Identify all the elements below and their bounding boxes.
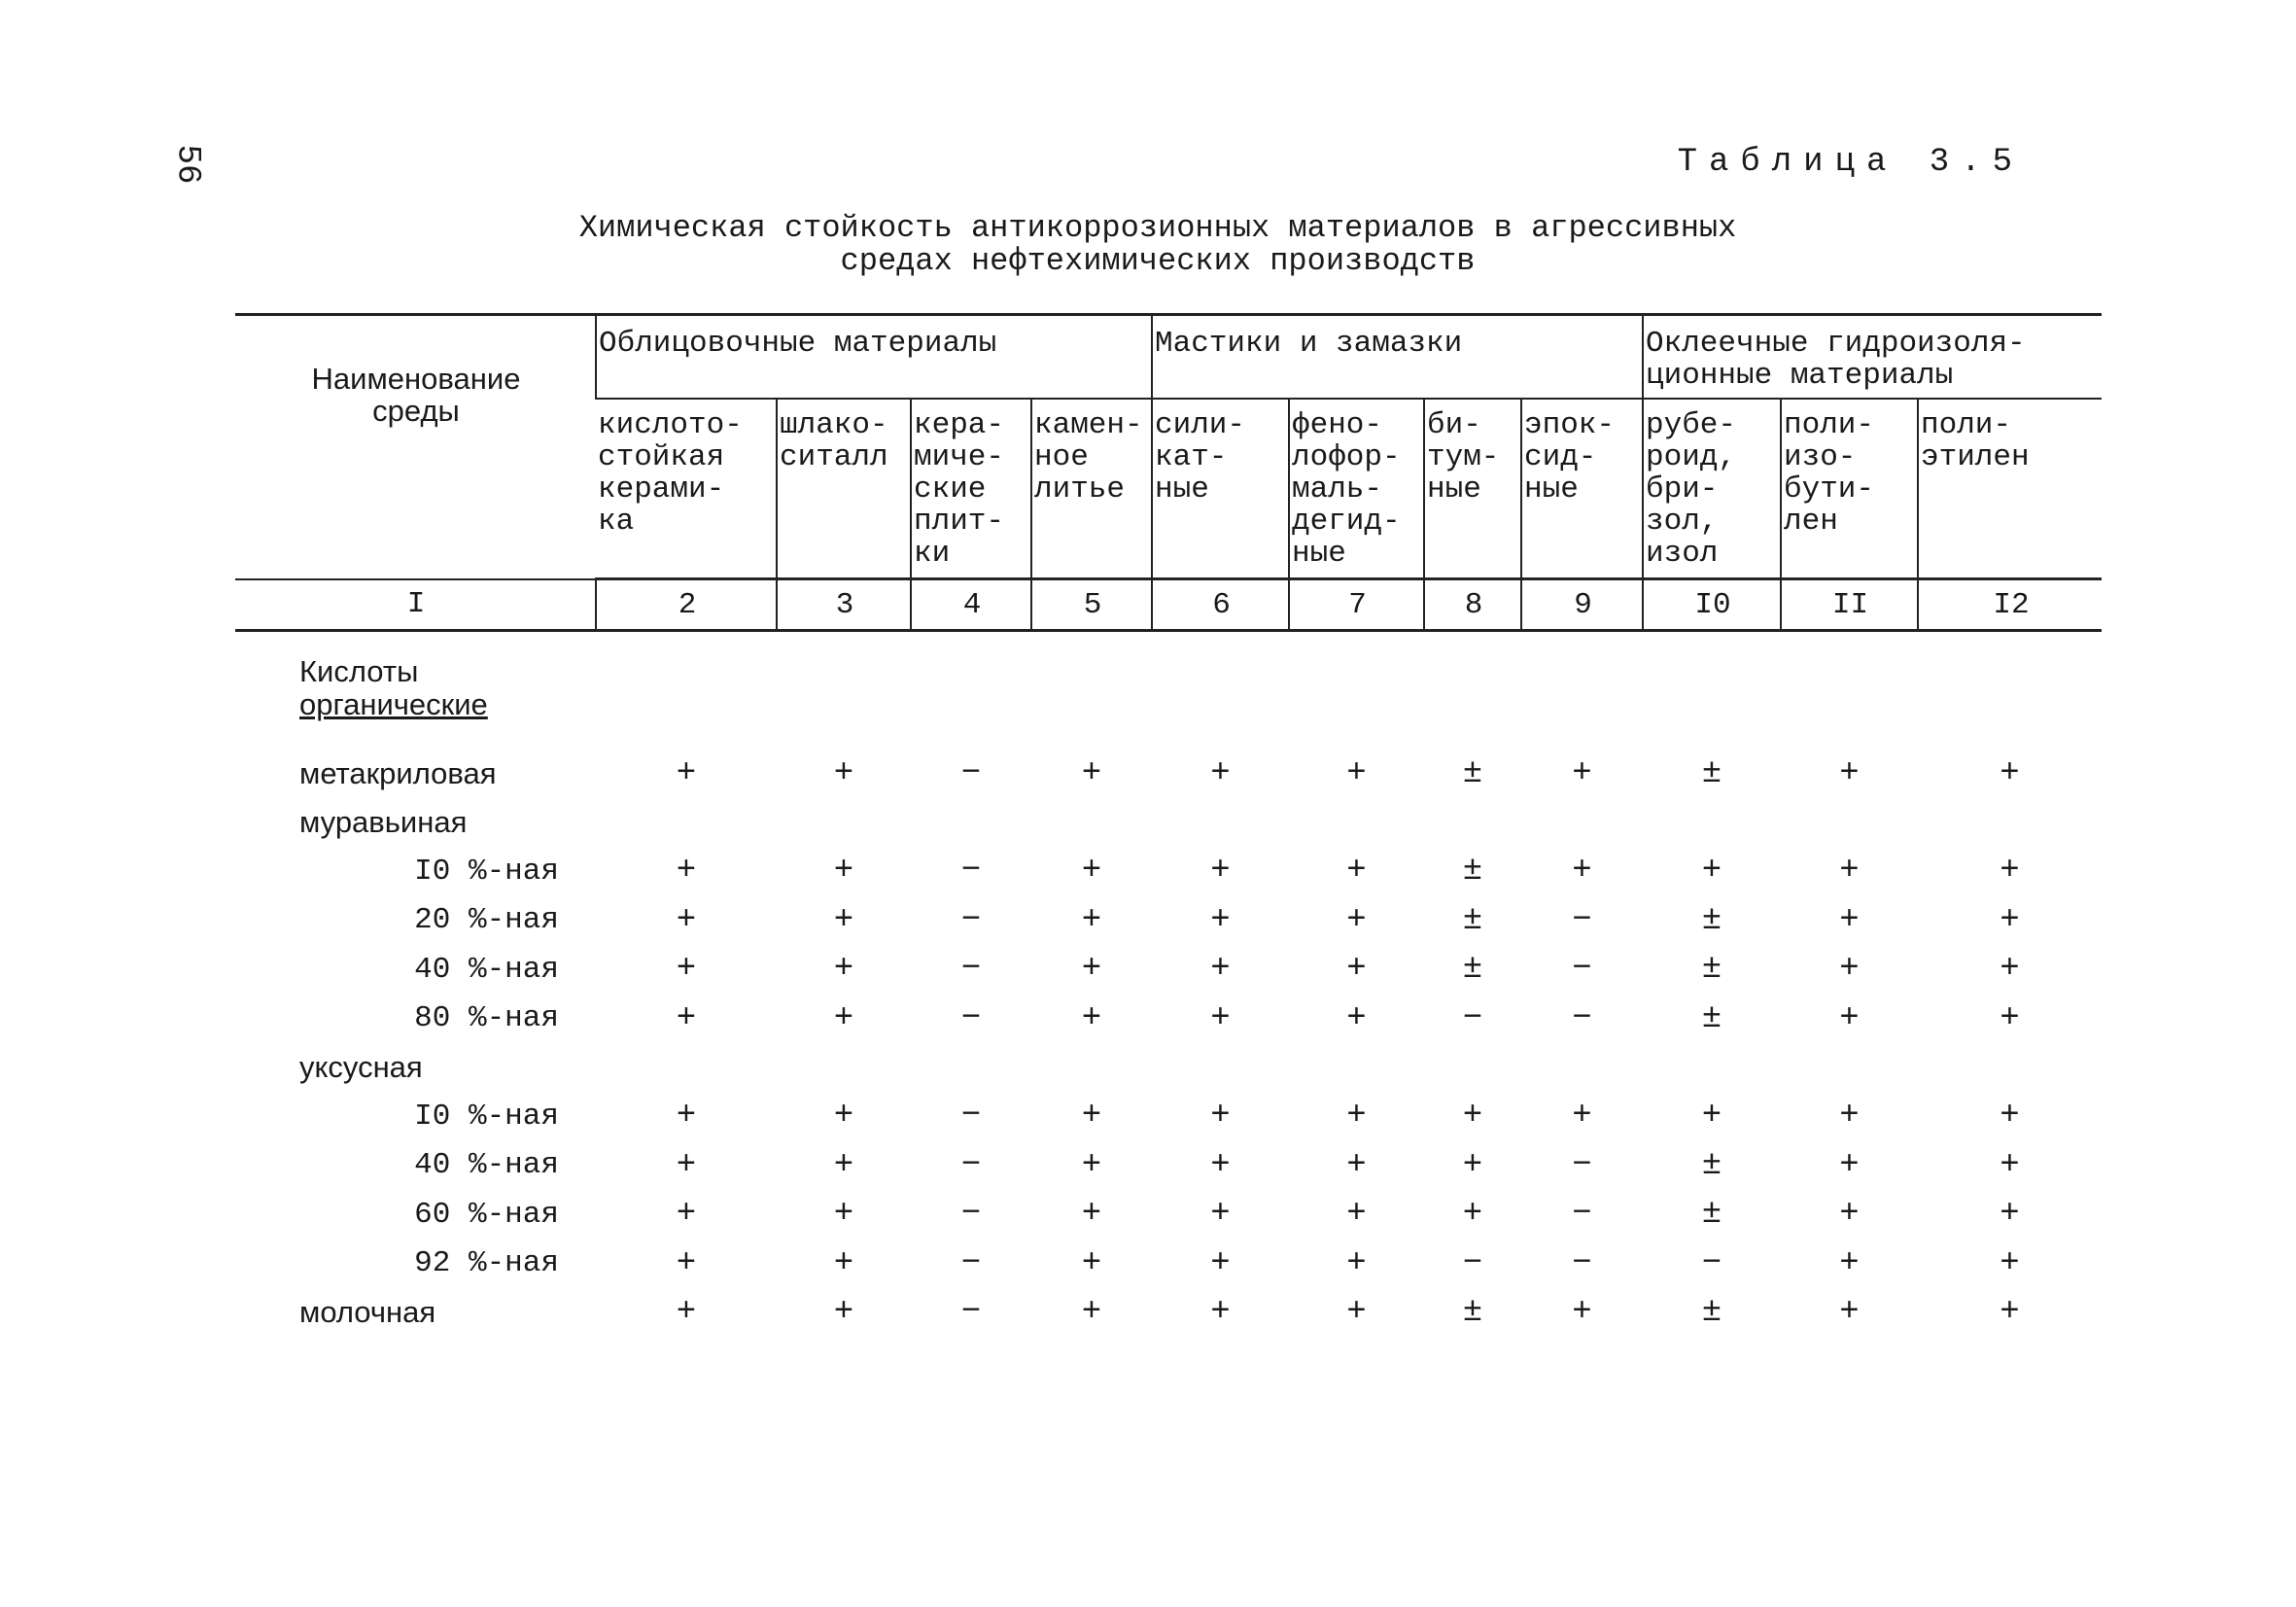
row-label: метакриловая [299,755,497,790]
resistance-cell: + [1210,754,1231,792]
resistance-cell: ± [1701,1196,1722,1234]
resistance-cell: + [833,999,854,1037]
column-header: сили- кат- ные [1152,399,1289,579]
resistance-cell: + [1081,901,1102,939]
column-number: 9 [1521,579,1643,631]
table-row [235,896,2102,945]
column-header: кислото- стойкая керами- ка [596,399,777,579]
resistance-cell: − [960,999,982,1037]
table-row [235,750,2102,798]
resistance-cell [1152,1043,1289,1092]
table-row [235,1092,2102,1140]
resistance-cell: + [1346,754,1367,792]
resistance-cell: + [676,951,697,989]
resistance-cell: + [2000,1146,2020,1184]
resistance-cell: − [1572,1146,1592,1184]
resistance-cell: + [1210,1098,1231,1135]
resistance-cell: + [1839,853,1860,891]
resistance-cell: + [676,853,697,891]
table-row [235,994,2102,1042]
column-group-header: Мастики и замазки [1152,315,1643,399]
resistance-cell [1031,798,1152,847]
resistance-cell: ± [1701,754,1722,792]
resistance-cell [911,1043,1031,1092]
column-header: эпок- сид- ные [1521,399,1643,579]
column-numbers-row [235,579,2102,631]
resistance-cell: + [1081,853,1102,891]
column-number: 4 [911,579,1031,631]
resistance-cell: ± [1462,1293,1483,1331]
resistance-cell [777,1043,911,1092]
resistance-cell: + [676,1293,697,1331]
resistance-cell: ± [1701,1293,1722,1331]
section-row [235,631,2102,750]
resistance-cell: − [960,1098,982,1135]
column-header: фено- лофор- маль- дегид- ные [1289,399,1424,579]
column-group-header: Облицовочные материалы [596,315,1152,399]
resistance-cell: + [1081,1244,1102,1282]
resistance-cell: − [960,1196,982,1234]
resistance-cell: − [1572,951,1592,989]
resistance-cell: + [1346,999,1367,1037]
row-label: 40 %-ная [414,952,559,987]
resistance-cell [1289,798,1424,847]
column-number: I0 [1643,579,1781,631]
resistance-cell: + [1462,1196,1483,1234]
column-number: 2 [596,579,777,631]
resistance-cell: + [1210,1293,1231,1331]
resistance-cell: + [1839,1196,1860,1234]
column-number: I2 [1918,579,2102,631]
resistance-cell [1289,1043,1424,1092]
resistance-cell: + [1839,1293,1860,1331]
resistance-cell: ± [1462,951,1483,989]
section-heading [235,631,2102,750]
table-row [235,945,2102,994]
resistance-cell [1643,798,1781,847]
resistance-cell: + [833,853,854,891]
resistance-cell: + [1346,951,1367,989]
resistance-cell: + [1081,1293,1102,1331]
section-title-line2: органические [299,687,488,721]
resistance-cell [1521,798,1643,847]
resistance-cell [911,798,1031,847]
row-label: 80 %-ная [414,1001,559,1036]
resistance-cell: − [960,1244,982,1282]
chemical-resistance-table [235,313,2102,1337]
column-number: II [1781,579,1918,631]
resistance-cell: + [1462,1098,1483,1135]
row-label: I0 %-ная [414,1099,559,1134]
resistance-cell [1781,1043,1918,1092]
column-number: 5 [1031,579,1152,631]
column-header-medium: Наименование среды [235,315,596,579]
resistance-cell: + [1839,1146,1860,1184]
resistance-cell [1918,798,2102,847]
resistance-cell: + [1462,1146,1483,1184]
resistance-cell: − [960,853,982,891]
resistance-cell: + [676,901,697,939]
table-row [235,798,2102,847]
resistance-cell: + [1572,1293,1592,1331]
column-number: 7 [1289,579,1424,631]
column-number: 6 [1152,579,1289,631]
resistance-cell: + [1346,1098,1367,1135]
resistance-cell: ± [1701,901,1722,939]
resistance-cell: + [1572,1098,1592,1135]
resistance-cell: + [2000,999,2020,1037]
table-row [235,1288,2102,1337]
resistance-cell: + [833,951,854,989]
column-group-header: Оклеечные гидроизоля- ционные материалы [1643,315,2102,399]
resistance-cell: + [1839,901,1860,939]
resistance-cell: + [833,1293,854,1331]
resistance-cell: − [1572,1244,1592,1282]
resistance-cell: − [1462,999,1483,1037]
resistance-cell: + [676,1146,697,1184]
resistance-cell: + [833,901,854,939]
table-row [235,1239,2102,1287]
column-number: 8 [1424,579,1521,631]
resistance-cell: + [833,754,854,792]
resistance-cell: + [2000,1244,2020,1282]
resistance-cell: + [1210,999,1231,1037]
resistance-cell: + [1701,853,1722,891]
resistance-cell [596,1043,777,1092]
resistance-cell: + [1346,853,1367,891]
resistance-cell: − [960,1146,982,1184]
resistance-cell: − [960,951,982,989]
resistance-cell: + [676,1196,697,1234]
resistance-cell: + [2000,754,2020,792]
resistance-cell: ± [1701,1146,1722,1184]
resistance-cell: + [1346,1146,1367,1184]
resistance-cell: + [676,754,697,792]
resistance-cell: + [1839,1244,1860,1282]
resistance-cell: + [1839,999,1860,1037]
column-header: кера- миче- ские плит- ки [911,399,1031,579]
column-number: 3 [777,579,911,631]
row-label: молочная [299,1294,436,1329]
resistance-cell: − [960,901,982,939]
resistance-cell: + [676,1098,697,1135]
resistance-cell: + [833,1098,854,1135]
header-group-row [235,315,2102,399]
row-label: 20 %-ная [414,903,559,938]
resistance-cell: − [1572,999,1592,1037]
resistance-cell: + [2000,853,2020,891]
resistance-cell: + [1210,1196,1231,1234]
resistance-cell: + [2000,901,2020,939]
resistance-cell: ± [1701,999,1722,1037]
row-label: муравьиная [299,805,468,840]
resistance-cell: + [1572,754,1592,792]
resistance-cell: + [1346,1244,1367,1282]
resistance-cell: + [1081,999,1102,1037]
resistance-cell: − [960,754,982,792]
resistance-cell: + [833,1196,854,1234]
resistance-cell: + [1839,754,1860,792]
resistance-cell [1424,1043,1521,1092]
table-row [235,1043,2102,1092]
resistance-cell: + [833,1244,854,1282]
resistance-cell: + [1081,754,1102,792]
page-number: 56 [168,144,206,185]
column-header: рубе- роид, бри- зол, изол [1643,399,1781,579]
resistance-cell: + [1081,1196,1102,1234]
column-header: поли- этилен [1918,399,2102,579]
resistance-cell [1521,1043,1643,1092]
resistance-cell: + [1210,951,1231,989]
table-row [235,1141,2102,1190]
resistance-cell: − [1572,1196,1592,1234]
row-label: 60 %-ная [414,1197,559,1232]
table-number: Таблица 3.5 [1677,144,2024,181]
resistance-cell: + [1210,901,1231,939]
table-title: Химическая стойкость антикоррозионных материалов в агрессивных средах нефтехимических производств [578,210,1737,279]
row-label: уксусная [299,1050,423,1085]
resistance-cell: + [676,1244,697,1282]
resistance-cell: + [1346,901,1367,939]
resistance-cell: + [1081,951,1102,989]
resistance-cell [596,798,777,847]
resistance-cell [1781,798,1918,847]
resistance-cell: ± [1462,901,1483,939]
resistance-cell [1918,1043,2102,1092]
resistance-cell: + [1081,1146,1102,1184]
column-number: I [235,579,596,631]
resistance-cell: + [1346,1196,1367,1234]
resistance-cell [1152,798,1289,847]
column-header: би- тум- ные [1424,399,1521,579]
resistance-cell: + [1210,1244,1231,1282]
resistance-cell: + [1839,1098,1860,1135]
resistance-cell [777,798,911,847]
resistance-cell: − [1701,1244,1722,1282]
resistance-cell [1643,1043,1781,1092]
resistance-cell: ± [1701,951,1722,989]
resistance-cell: + [1081,1098,1102,1135]
resistance-cell: + [2000,1293,2020,1331]
table-row [235,847,2102,895]
resistance-cell: − [960,1293,982,1331]
column-header: камен- ное литье [1031,399,1152,579]
resistance-cell: + [2000,1098,2020,1135]
resistance-cell: + [1701,1098,1722,1135]
resistance-cell: + [1210,1146,1231,1184]
resistance-cell: + [1346,1293,1367,1331]
row-label: I0 %-ная [414,854,559,889]
resistance-cell: + [833,1146,854,1184]
row-label: 92 %-ная [414,1246,559,1281]
resistance-cell [1424,798,1521,847]
resistance-cell: ± [1462,754,1483,792]
resistance-cell: + [676,999,697,1037]
resistance-cell: − [1462,1244,1483,1282]
table-row [235,1190,2102,1239]
resistance-cell [1031,1043,1152,1092]
resistance-cell: + [1572,853,1592,891]
resistance-cell: ± [1462,853,1483,891]
resistance-cell: + [1839,951,1860,989]
resistance-cell: − [1572,901,1592,939]
column-header: шлако- ситалл [777,399,911,579]
resistance-cell: + [1210,853,1231,891]
section-title-line1: Кислоты [299,654,419,688]
resistance-cell: + [2000,951,2020,989]
column-header: поли- изо- бути- лен [1781,399,1918,579]
row-label: 40 %-ная [414,1148,559,1183]
resistance-cell: + [2000,1196,2020,1234]
